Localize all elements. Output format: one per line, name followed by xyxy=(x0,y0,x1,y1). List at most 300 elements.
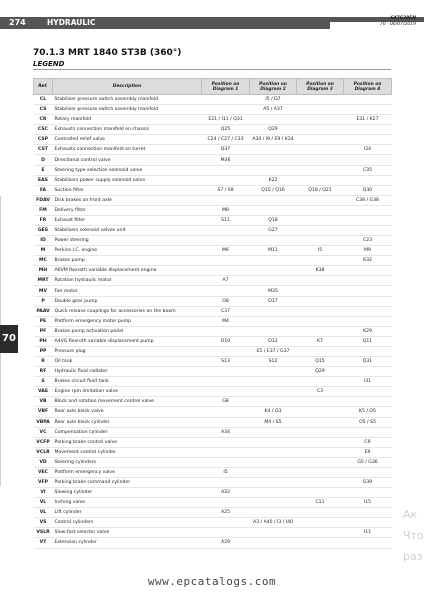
cell-description: Brakes circuit fluid tank xyxy=(53,377,202,387)
table-row xyxy=(34,508,392,518)
cell-diagram-4: I15 xyxy=(344,498,392,508)
cell-diagram-3 xyxy=(297,316,344,326)
cell-description: Block and rotation movement control valve xyxy=(53,397,202,407)
cell-description: Platform emergency valve xyxy=(53,467,202,477)
table-row xyxy=(34,215,392,225)
cell-diagram-1 xyxy=(202,95,250,105)
cell-diagram-4 xyxy=(344,286,392,296)
cell-diagram-2 xyxy=(250,447,297,457)
watermark-text-1: Ак xyxy=(403,508,418,521)
table-row xyxy=(34,377,392,387)
cell-ref: CSC xyxy=(34,125,53,135)
table-row xyxy=(34,135,392,145)
cell-diagram-2 xyxy=(250,528,297,538)
table-row xyxy=(34,316,392,326)
cell-ref: VAE xyxy=(34,387,53,397)
cell-diagram-4 xyxy=(344,266,392,276)
cell-description: Pressure plug xyxy=(53,346,202,356)
cell-description: A6VM Rexroth variable displacement engine xyxy=(53,266,202,276)
cell-ref: VT xyxy=(34,538,53,548)
cell-description: Hydraulic fluid radiator xyxy=(53,367,202,377)
document-date: 70 - 06/07/2019 xyxy=(379,21,416,27)
header-code-block xyxy=(380,16,416,27)
table-row xyxy=(34,488,392,498)
cell-diagram-2 xyxy=(250,266,297,276)
cell-diagram-3: C3 xyxy=(297,387,344,397)
cell-diagram-2 xyxy=(250,457,297,467)
cell-diagram-2 xyxy=(250,115,297,125)
cell-diagram-3 xyxy=(297,346,344,356)
table-row xyxy=(34,256,392,266)
cell-diagram-4 xyxy=(344,397,392,407)
cell-diagram-3 xyxy=(297,477,344,487)
table-row xyxy=(34,195,392,205)
cell-ref: PE xyxy=(34,316,53,326)
cell-diagram-4: O5 / S5 xyxy=(344,417,392,427)
cell-ref: VBF xyxy=(34,407,53,417)
cell-description: Slewing cylinder xyxy=(53,488,202,498)
cell-diagram-2: O17 xyxy=(250,296,297,306)
cell-diagram-4: C9 xyxy=(344,437,392,447)
cell-diagram-4: I24 xyxy=(344,145,392,155)
cell-diagram-3 xyxy=(297,528,344,538)
cell-diagram-3 xyxy=(297,467,344,477)
cell-diagram-2 xyxy=(250,538,297,548)
cell-ref: FA xyxy=(34,185,53,195)
table-row xyxy=(34,276,392,286)
cell-ref: VFP xyxy=(34,477,53,487)
cell-diagram-1 xyxy=(202,417,250,427)
cell-diagram-2: I5 / D7 xyxy=(250,95,297,105)
legend-table-body xyxy=(34,95,392,549)
cell-diagram-4 xyxy=(344,427,392,437)
column-header-diagram-2: Position on Diagram 2 xyxy=(250,79,297,95)
cell-diagram-1: C24 / C27 / C33 xyxy=(202,135,250,145)
cell-diagram-1: Q37 xyxy=(202,145,250,155)
cell-diagram-3 xyxy=(297,135,344,145)
cell-ref: MV xyxy=(34,286,53,296)
cell-ref: VC xyxy=(34,427,53,437)
cell-ref: VL xyxy=(34,498,53,508)
cell-diagram-1: S7 / S9 xyxy=(202,185,250,195)
cell-diagram-4: Q30 xyxy=(344,185,392,195)
cell-diagram-4: E31 / K27 xyxy=(344,115,392,125)
cell-diagram-2: A34 / I9 / E9 / K24 xyxy=(250,135,297,145)
table-row xyxy=(34,115,392,125)
cell-diagram-4 xyxy=(344,105,392,115)
table-row xyxy=(34,266,392,276)
table-row xyxy=(34,437,392,447)
chapter-tab: 70 xyxy=(0,325,18,353)
cell-description: Controlled relief valve xyxy=(53,135,202,145)
cell-ref: VI xyxy=(34,488,53,498)
cell-diagram-3: K7 xyxy=(297,336,344,346)
cell-diagram-4 xyxy=(344,175,392,185)
cell-ref: MH xyxy=(34,266,53,276)
cell-diagram-2: Q18 xyxy=(250,215,297,225)
cell-diagram-1 xyxy=(202,195,250,205)
cell-diagram-3 xyxy=(297,155,344,165)
cell-description: Disk brakes on front axle xyxy=(53,195,202,205)
table-row xyxy=(34,95,392,105)
cell-diagram-2: K4 / O3 xyxy=(250,407,297,417)
column-header-description: Description xyxy=(53,79,202,95)
cell-diagram-4: K32 xyxy=(344,256,392,266)
cell-ref: VEC xyxy=(34,467,53,477)
cell-diagram-3 xyxy=(297,165,344,175)
cell-diagram-3 xyxy=(297,377,344,387)
cell-ref: GES xyxy=(34,226,53,236)
cell-diagram-4 xyxy=(344,296,392,306)
cell-description: Quick release couplings for accessories on the boom xyxy=(53,306,202,316)
cell-description: A4VG Rexroth variable displacement pump xyxy=(53,336,202,346)
table-header-row xyxy=(34,79,392,95)
cell-ref: MC xyxy=(34,256,53,266)
cell-diagram-2 xyxy=(250,467,297,477)
cell-diagram-3 xyxy=(297,195,344,205)
table-row xyxy=(34,357,392,367)
cell-ref: CSP xyxy=(34,135,53,145)
watermark-text-2: Что xyxy=(403,529,424,542)
cell-diagram-1 xyxy=(202,387,250,397)
cell-diagram-4 xyxy=(344,95,392,105)
cell-ref: E xyxy=(34,165,53,175)
table-row xyxy=(34,417,392,427)
cell-diagram-3 xyxy=(297,175,344,185)
cell-description: Suction filter xyxy=(53,185,202,195)
cell-diagram-1 xyxy=(202,528,250,538)
website-url[interactable]: www.epcatalogs.com xyxy=(147,575,277,588)
cell-diagram-3 xyxy=(297,95,344,105)
cell-diagram-4: C38 / G38 xyxy=(344,195,392,205)
cell-diagram-1: A29 xyxy=(202,538,250,548)
cell-diagram-4 xyxy=(344,538,392,548)
cell-description: Rotary manifold xyxy=(53,115,202,125)
cell-diagram-1 xyxy=(202,256,250,266)
cell-diagram-3 xyxy=(297,276,344,286)
table-row xyxy=(34,397,392,407)
table-row xyxy=(34,387,392,397)
cell-diagram-3 xyxy=(297,417,344,427)
table-row xyxy=(34,427,392,437)
subtitle-divider xyxy=(33,69,391,70)
table-row xyxy=(34,407,392,417)
cell-ref: ID xyxy=(34,236,53,246)
cell-ref: M xyxy=(34,246,53,256)
table-row xyxy=(34,467,392,477)
cell-diagram-1 xyxy=(202,346,250,356)
cell-diagram-4 xyxy=(344,346,392,356)
cell-ref: P xyxy=(34,296,53,306)
table-row xyxy=(34,457,392,467)
cell-description: Rear axle block cylinder xyxy=(53,417,202,427)
cell-diagram-4 xyxy=(344,306,392,316)
cell-diagram-2 xyxy=(250,397,297,407)
section-title: 70.1.3 MRT 1840 ST3B (360°) xyxy=(33,48,182,58)
cell-diagram-4 xyxy=(344,467,392,477)
table-row xyxy=(34,447,392,457)
cell-description: Stabilizer pressure switch assembly manifold xyxy=(53,105,202,115)
table-row xyxy=(34,205,392,215)
cell-diagram-1: I5 xyxy=(202,467,250,477)
table-row xyxy=(34,286,392,296)
column-header-diagram-3: Position on Diagram 3 xyxy=(297,79,344,95)
cell-ref: D xyxy=(34,155,53,165)
cell-diagram-1: M4 xyxy=(202,316,250,326)
cell-ref: EAS xyxy=(34,175,53,185)
cell-diagram-1: O10 xyxy=(202,336,250,346)
table-row xyxy=(34,326,392,336)
cell-diagram-4: E9 xyxy=(344,447,392,457)
cell-diagram-3 xyxy=(297,296,344,306)
cell-diagram-3 xyxy=(297,437,344,447)
cell-diagram-1: M6 xyxy=(202,246,250,256)
cell-diagram-2: M35 xyxy=(250,286,297,296)
cell-diagram-3 xyxy=(297,407,344,417)
cell-diagram-3: Q15 xyxy=(297,357,344,367)
cell-diagram-2 xyxy=(250,155,297,165)
cell-diagram-1: M8 xyxy=(202,205,250,215)
cell-diagram-4 xyxy=(344,488,392,498)
table-row xyxy=(34,296,392,306)
cell-description: Inching valve xyxy=(53,498,202,508)
cell-ref: VSLR xyxy=(34,528,53,538)
cell-diagram-3 xyxy=(297,488,344,498)
cell-description: Steering type selection solenoid valve xyxy=(53,165,202,175)
cell-diagram-2 xyxy=(250,427,297,437)
column-header-diagram-4: Position on Diagram 4 xyxy=(344,79,392,95)
cell-diagram-2: A3 / A40 / I3 / I40 xyxy=(250,518,297,528)
cell-ref: R xyxy=(34,357,53,367)
cell-diagram-2 xyxy=(250,498,297,508)
table-row xyxy=(34,518,392,528)
cell-ref: FR xyxy=(34,215,53,225)
section-subtitle: LEGEND xyxy=(33,60,65,68)
cell-ref: PF xyxy=(34,326,53,336)
cell-diagram-4: G39 xyxy=(344,477,392,487)
cell-diagram-3 xyxy=(297,397,344,407)
cell-diagram-1: A25 xyxy=(202,508,250,518)
cell-description: Exhaust filter xyxy=(53,215,202,225)
cell-diagram-1: E21 / I11 / Q31 xyxy=(202,115,250,125)
cell-diagram-2 xyxy=(250,256,297,266)
legend-table xyxy=(33,78,392,549)
table-row xyxy=(34,336,392,346)
cell-ref: VCFP xyxy=(34,437,53,447)
cell-diagram-1: O8 xyxy=(202,296,250,306)
cell-diagram-1 xyxy=(202,266,250,276)
cell-diagram-2 xyxy=(250,377,297,387)
cell-description: Stabilizers solenoid valves unit xyxy=(53,226,202,236)
table-row xyxy=(34,155,392,165)
cell-diagram-3: Q29 xyxy=(297,367,344,377)
cell-description: Perkins I.C. engine xyxy=(53,246,202,256)
cell-diagram-1: C37 xyxy=(202,306,250,316)
cell-diagram-2: K22 xyxy=(250,175,297,185)
cell-diagram-3: I5 xyxy=(297,246,344,256)
cell-ref: PP xyxy=(34,346,53,356)
cell-description: Control cylinders xyxy=(53,518,202,528)
cell-diagram-4 xyxy=(344,226,392,236)
cell-ref: VD xyxy=(34,457,53,467)
cell-diagram-4: G5 / G36 xyxy=(344,457,392,467)
cell-ref: MRT xyxy=(34,276,53,286)
cell-description: Extension cylinder xyxy=(53,538,202,548)
cell-diagram-4 xyxy=(344,155,392,165)
cell-description: Compensation cylinder xyxy=(53,427,202,437)
cell-diagram-3 xyxy=(297,236,344,246)
cell-diagram-1: Q25 xyxy=(202,125,250,135)
cell-ref: CL xyxy=(34,95,53,105)
table-row xyxy=(34,165,392,175)
table-row xyxy=(34,236,392,246)
table-row xyxy=(34,105,392,115)
cell-ref: S xyxy=(34,377,53,387)
cell-diagram-2 xyxy=(250,387,297,397)
cell-diagram-4: C23 xyxy=(344,236,392,246)
cell-description: Power steering xyxy=(53,236,202,246)
cell-diagram-1: M36 xyxy=(202,155,250,165)
table-row xyxy=(34,367,392,377)
cell-diagram-3 xyxy=(297,518,344,528)
cell-description: Engine rpm limitation valve xyxy=(53,387,202,397)
cell-diagram-2: O12 xyxy=(250,336,297,346)
cell-diagram-2: S12 xyxy=(250,357,297,367)
cell-diagram-1 xyxy=(202,367,250,377)
cell-diagram-2 xyxy=(250,326,297,336)
watermark-text-3: раз xyxy=(403,550,423,563)
cell-diagram-3 xyxy=(297,226,344,236)
table-row xyxy=(34,125,392,135)
cell-diagram-1: S13 xyxy=(202,357,250,367)
document-code: 647638EN xyxy=(390,16,416,21)
cell-description: Parking brake control valve xyxy=(53,437,202,447)
cell-description: Parking brake command cylinder xyxy=(53,477,202,487)
cell-diagram-3 xyxy=(297,326,344,336)
cell-description: Brakes pump xyxy=(53,256,202,266)
cell-diagram-4 xyxy=(344,508,392,518)
cell-diagram-3 xyxy=(297,145,344,155)
cell-diagram-1 xyxy=(202,326,250,336)
table-row xyxy=(34,538,392,548)
cell-diagram-3 xyxy=(297,215,344,225)
table-row xyxy=(34,185,392,195)
cell-diagram-3 xyxy=(297,447,344,457)
cell-diagram-1 xyxy=(202,407,250,417)
column-header-diagram-1: Position on Diagram 1 xyxy=(202,79,250,95)
cell-diagram-3 xyxy=(297,457,344,467)
cell-diagram-1 xyxy=(202,498,250,508)
cell-diagram-1: S11 xyxy=(202,215,250,225)
cell-description: Exhausts connection manifold on chassis xyxy=(53,125,202,135)
cell-diagram-1 xyxy=(202,457,250,467)
cell-description: Rotation hydraulic motor xyxy=(53,276,202,286)
cell-ref: CS xyxy=(34,105,53,115)
cell-diagram-2 xyxy=(250,236,297,246)
cell-diagram-4: K5 / O5 xyxy=(344,407,392,417)
cell-diagram-2 xyxy=(250,195,297,205)
table-row xyxy=(34,498,392,508)
cell-ref: RF xyxy=(34,367,53,377)
cell-ref: PH xyxy=(34,336,53,346)
cell-diagram-4: Q11 xyxy=(344,336,392,346)
cell-diagram-1 xyxy=(202,236,250,246)
cell-diagram-2 xyxy=(250,165,297,175)
cell-diagram-4 xyxy=(344,367,392,377)
cell-diagram-3 xyxy=(297,427,344,437)
cell-diagram-2 xyxy=(250,276,297,286)
cell-diagram-1: A34 xyxy=(202,427,250,437)
cell-description: Steering cylinders xyxy=(53,457,202,467)
table-row xyxy=(34,528,392,538)
cell-description: Stabilizers power supply solenoid valve xyxy=(53,175,202,185)
cell-diagram-3 xyxy=(297,205,344,215)
cell-diagram-2 xyxy=(250,488,297,498)
cell-diagram-4 xyxy=(344,205,392,215)
cell-diagram-1 xyxy=(202,105,250,115)
table-row xyxy=(34,145,392,155)
cell-diagram-1 xyxy=(202,377,250,387)
cell-diagram-4: I31 xyxy=(344,377,392,387)
cell-description: Fan motor xyxy=(53,286,202,296)
cell-diagram-2: G27 xyxy=(250,226,297,236)
cell-diagram-1 xyxy=(202,447,250,457)
cell-diagram-2 xyxy=(250,477,297,487)
cell-diagram-1 xyxy=(202,286,250,296)
cell-diagram-1 xyxy=(202,226,250,236)
header-title: HYDRAULIC xyxy=(47,18,96,27)
cell-diagram-2 xyxy=(250,437,297,447)
column-header-ref: Ref. xyxy=(34,79,53,95)
cell-diagram-4 xyxy=(344,276,392,286)
cell-ref: VL xyxy=(34,508,53,518)
cell-diagram-4: K29 xyxy=(344,326,392,336)
cell-description: Stabilizer pressure switch assembly manifold xyxy=(53,95,202,105)
cell-ref: CST xyxy=(34,145,53,155)
cell-diagram-2: A5 / A37 xyxy=(250,105,297,115)
cell-diagram-2: Q15 / Q16 xyxy=(250,185,297,195)
cell-ref: VS xyxy=(34,518,53,528)
cell-diagram-3 xyxy=(297,256,344,266)
cell-diagram-4 xyxy=(344,316,392,326)
cell-diagram-2 xyxy=(250,367,297,377)
cell-diagram-2: M11 xyxy=(250,246,297,256)
cell-description: Exhausts connection manifold on turret xyxy=(53,145,202,155)
cell-diagram-2 xyxy=(250,306,297,316)
cell-description: Movement control cylinder xyxy=(53,447,202,457)
cell-description: Rear axle block valve xyxy=(53,407,202,417)
cell-diagram-3 xyxy=(297,538,344,548)
cell-diagram-1 xyxy=(202,518,250,528)
cell-diagram-4 xyxy=(344,125,392,135)
cell-diagram-2: M4 / S5 xyxy=(250,417,297,427)
cell-description: Brakes pump activation pedal xyxy=(53,326,202,336)
cell-diagram-4: Q31 xyxy=(344,357,392,367)
cell-description: Platform emergency motor pump xyxy=(53,316,202,326)
cell-description: Oil tank xyxy=(53,357,202,367)
cell-diagram-3 xyxy=(297,306,344,316)
cell-diagram-3 xyxy=(297,125,344,135)
cell-diagram-1: G8 xyxy=(202,397,250,407)
cell-diagram-1 xyxy=(202,477,250,487)
cell-diagram-3 xyxy=(297,286,344,296)
page-number: 274 xyxy=(9,18,26,27)
cell-ref: VBPA xyxy=(34,417,53,427)
cell-diagram-1 xyxy=(202,175,250,185)
cell-diagram-3 xyxy=(297,115,344,125)
table-row xyxy=(34,346,392,356)
cell-ref: FM xyxy=(34,205,53,215)
